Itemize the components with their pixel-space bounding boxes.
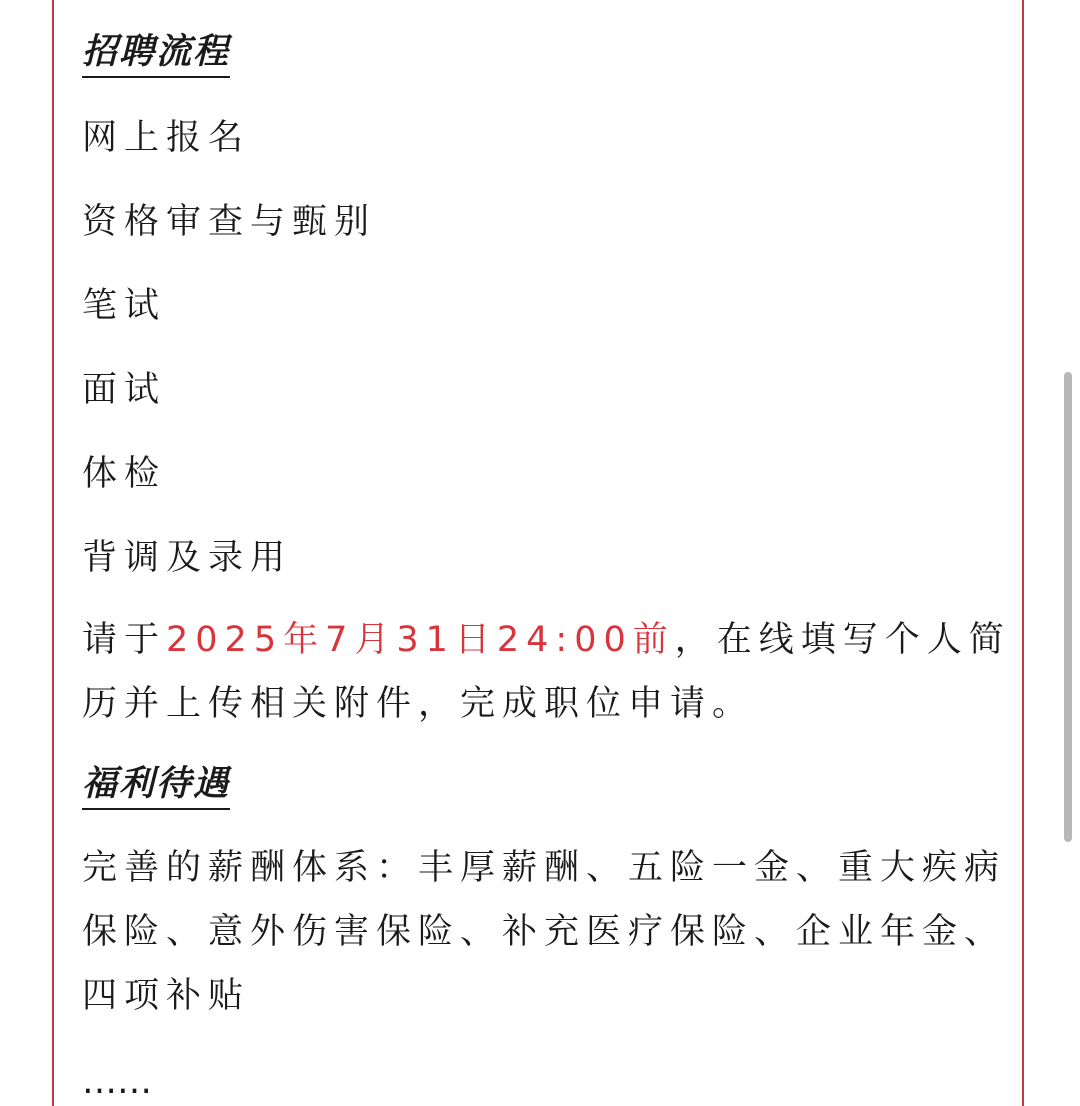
application-deadline: 2025年7月31日24:00前 xyxy=(166,620,675,660)
recruitment-process-heading: 招聘流程 xyxy=(82,32,230,78)
application-instruction-line1 xyxy=(82,618,1011,662)
benefits-heading: 福利待遇 xyxy=(82,764,230,810)
step-interview: 面试 xyxy=(82,370,167,410)
benefits-line1: 完善的薪酬体系：丰厚薪酬、五险一金、重大疾病 xyxy=(82,848,1007,888)
step-medical-exam: 体检 xyxy=(82,454,167,494)
step-written-exam: 笔试 xyxy=(82,286,167,326)
ellipsis-text: …… xyxy=(82,1062,152,1102)
benefits-line3: 四项补贴 xyxy=(82,976,251,1016)
benefits-line2: 保险、意外伤害保险、补充医疗保险、企业年金、 xyxy=(82,912,1007,952)
step-qualification-review: 资格审查与甄别 xyxy=(82,202,377,242)
application-suffix: ，在线填写个人简 xyxy=(674,620,1011,660)
application-prefix: 请于 xyxy=(82,620,167,660)
scrollbar[interactable] xyxy=(1064,372,1072,842)
step-online-registration: 网上报名 xyxy=(82,118,251,158)
step-background-check-hiring: 背调及录用 xyxy=(82,538,293,578)
application-instruction-line2: 历并上传相关附件，完成职位申请。 xyxy=(82,684,755,724)
